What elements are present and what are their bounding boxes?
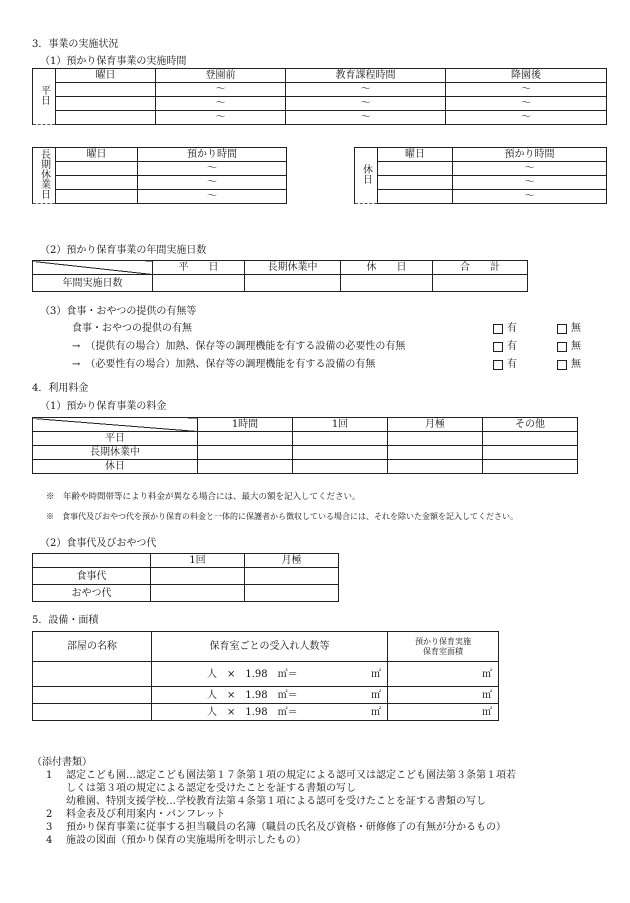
meal-fee-table	[32, 553, 339, 602]
header-heijitsu: 平 日	[153, 261, 245, 275]
header-area: 預かり保育実施 保育室面積	[388, 632, 499, 662]
attach-item-3: 預かり保育事業に従事する担当職員の名簿（職員の氏名及び資格・研修修了の有無が分かるもの）	[66, 822, 506, 833]
meal-q3-yes[interactable]: 有	[493, 358, 517, 371]
area-cell[interactable]: ㎡	[388, 687, 499, 704]
cell[interactable]	[378, 176, 453, 190]
section3-sub2: （2）預かり保育事業の年間実施日数	[40, 245, 207, 256]
annual-days-table	[32, 260, 528, 292]
attach-item-1-line-2: しくは第３項の規定による認定を受けたことを証する書類の写し	[66, 783, 356, 794]
header-kyujitsu: 休 日	[341, 261, 433, 275]
header-youbi: 曜日	[378, 148, 453, 162]
cell[interactable]: ～	[286, 97, 446, 111]
checkbox-icon[interactable]	[557, 360, 567, 370]
section3-sub1: （1）預かり保育事業の実施時間	[40, 56, 187, 67]
header-getsugime: 月極	[388, 418, 483, 432]
row-label: おやつ代	[33, 585, 151, 602]
cell[interactable]	[483, 460, 578, 474]
cell[interactable]: ～	[453, 162, 607, 176]
cell[interactable]	[293, 446, 388, 460]
cell[interactable]	[56, 162, 138, 176]
cell[interactable]	[153, 275, 245, 292]
header-kyoiku: 教育課程時間	[286, 69, 446, 83]
cell[interactable]	[56, 111, 156, 125]
cell[interactable]	[245, 568, 339, 585]
room-name-cell[interactable]	[33, 687, 152, 704]
cell[interactable]	[245, 585, 339, 602]
cell[interactable]	[378, 190, 453, 204]
checkbox-icon[interactable]	[557, 324, 567, 334]
row-label: 休日	[33, 460, 198, 474]
cell[interactable]	[388, 446, 483, 460]
cell[interactable]: ～	[286, 83, 446, 97]
room-name-cell[interactable]	[33, 662, 152, 687]
cell[interactable]	[198, 446, 293, 460]
header-choki: 長期休業中	[245, 261, 341, 275]
cell[interactable]: ～	[138, 176, 287, 190]
header-toen: 登園前	[156, 69, 286, 83]
holiday-side-label: 休日	[355, 148, 378, 204]
cell[interactable]	[56, 176, 138, 190]
checkbox-icon[interactable]	[493, 324, 503, 334]
room-name-cell[interactable]	[33, 704, 152, 721]
meal-q1-no[interactable]: 無	[557, 322, 581, 335]
fee-table	[32, 417, 578, 474]
diagonal-cell	[33, 418, 198, 432]
meal-q2-no[interactable]: 無	[557, 340, 581, 353]
header-1h: 1時間	[198, 418, 293, 432]
header-1kai: 1回	[293, 418, 388, 432]
attach-item-1-line-3: 幼稚園、特別支援学校…学校教育法第４条第１項による認可を受けたことを証する書類の写し	[66, 796, 486, 807]
checkbox-icon[interactable]	[493, 342, 503, 352]
area-cell[interactable]: ㎡	[388, 704, 499, 721]
weekday-side-label: 平日	[33, 69, 56, 125]
row-label: 食事代	[33, 568, 151, 585]
meal-q1-yes[interactable]: 有	[493, 322, 517, 335]
attach-num-3: 3	[46, 822, 53, 833]
header-1kai: 1回	[151, 554, 245, 568]
capacity-cell[interactable]: 人 × 1.98 ㎡＝ ㎡	[152, 662, 388, 687]
attach-item-2: 料金表及び利用案内・パンフレット	[66, 809, 226, 820]
fee-note-1: ※ 年齢や時間帯等により料金が異なる場合には、最大の額を記入してください。	[46, 492, 361, 502]
cell[interactable]: ～	[453, 190, 607, 204]
cell[interactable]: ～	[138, 190, 287, 204]
meal-q3-text: → （必要性有の場合）加熱、保存等の調理機能を有する設備の有無	[72, 359, 376, 370]
cell[interactable]: ～	[453, 176, 607, 190]
meal-q2-text: → （提供有の場合）加熱、保存等の調理機能を有する設備の必要性の有無	[72, 341, 406, 352]
checkbox-icon[interactable]	[557, 342, 567, 352]
cell[interactable]: ～	[156, 97, 286, 111]
cell[interactable]	[293, 460, 388, 474]
cell[interactable]: ～	[156, 83, 286, 97]
header-jikan: 預かり時間	[453, 148, 607, 162]
capacity-cell[interactable]: 人 × 1.98 ㎡＝ ㎡	[152, 704, 388, 721]
facility-table	[32, 631, 499, 721]
section4-heading: 4．利用料金	[32, 383, 89, 394]
section3-heading: 3．事業の実施状況	[32, 39, 119, 50]
header-other: その他	[483, 418, 578, 432]
cell[interactable]	[56, 83, 156, 97]
attach-item-4: 施設の図面（預かり保育の実施場所を明示したもの）	[66, 835, 306, 846]
cell[interactable]	[198, 460, 293, 474]
cell[interactable]	[198, 432, 293, 446]
row-label: 年間実施日数	[33, 275, 153, 292]
area-cell[interactable]: ㎡	[388, 662, 499, 687]
attach-num-4: 4	[46, 835, 53, 846]
row-label: 平日	[33, 432, 198, 446]
cell[interactable]: ～	[446, 111, 607, 125]
row-label: 長期休業中	[33, 446, 198, 460]
meal-q3-no[interactable]: 無	[557, 358, 581, 371]
fee-note-2: ※ 食事代及びおやつ代を預かり保育の料金と一体的に保護者から徴収している場合には、それを除いた金額を記入してください。	[46, 512, 518, 521]
header-jikan: 預かり時間	[138, 148, 287, 162]
time-table-holiday	[354, 147, 607, 204]
attachments-title: （添付書類）	[32, 757, 92, 768]
attach-item-1-line-1: 認定こども園…認定こども園法第１７条第１項の規定による認可又は認定こども園法第３条第１項若	[66, 770, 516, 781]
cell[interactable]	[433, 275, 528, 292]
cell[interactable]	[245, 275, 341, 292]
section4-sub2: （2）食事代及びおやつ代	[40, 538, 157, 549]
cell[interactable]: ～	[286, 111, 446, 125]
cell[interactable]: ～	[138, 162, 287, 176]
header-getsugime: 月極	[245, 554, 339, 568]
section4-sub1: （1）預かり保育事業の料金	[40, 401, 167, 412]
checkbox-icon[interactable]	[493, 360, 503, 370]
header-youbi: 曜日	[56, 69, 156, 83]
cell[interactable]	[341, 275, 433, 292]
cell[interactable]	[388, 460, 483, 474]
header-capacity: 保育室ごとの受入れ人数等	[152, 632, 388, 662]
cell[interactable]	[483, 446, 578, 460]
meal-q1-text: 食事・おやつの提供の有無	[72, 323, 192, 334]
cell[interactable]	[388, 432, 483, 446]
attach-num-1: 1	[46, 770, 53, 781]
cell[interactable]: ～	[156, 111, 286, 125]
meal-q2-yes[interactable]: 有	[493, 340, 517, 353]
section5-heading: 5．設備・面積	[32, 615, 99, 626]
cell[interactable]	[483, 432, 578, 446]
cell[interactable]	[151, 568, 245, 585]
header-koen: 降園後	[446, 69, 607, 83]
cell[interactable]	[378, 162, 453, 176]
empty-header	[33, 554, 151, 568]
cell[interactable]: ～	[446, 83, 607, 97]
header-gokei: 合 計	[433, 261, 528, 275]
diagonal-cell	[33, 261, 153, 275]
section3-sub3: （3）食事・おやつの提供の有無等	[40, 306, 197, 317]
cell[interactable]: ～	[446, 97, 607, 111]
cell[interactable]	[56, 190, 138, 204]
time-table-weekday	[32, 68, 607, 125]
cell[interactable]	[56, 97, 156, 111]
header-youbi: 曜日	[56, 148, 138, 162]
time-table-longbreak	[32, 147, 287, 204]
longbreak-side-label: 長期休業日	[33, 148, 56, 204]
attach-num-2: 2	[46, 809, 53, 820]
header-room: 部屋の名称	[33, 632, 152, 662]
capacity-cell[interactable]: 人 × 1.98 ㎡＝ ㎡	[152, 687, 388, 704]
cell[interactable]	[151, 585, 245, 602]
cell[interactable]	[293, 432, 388, 446]
